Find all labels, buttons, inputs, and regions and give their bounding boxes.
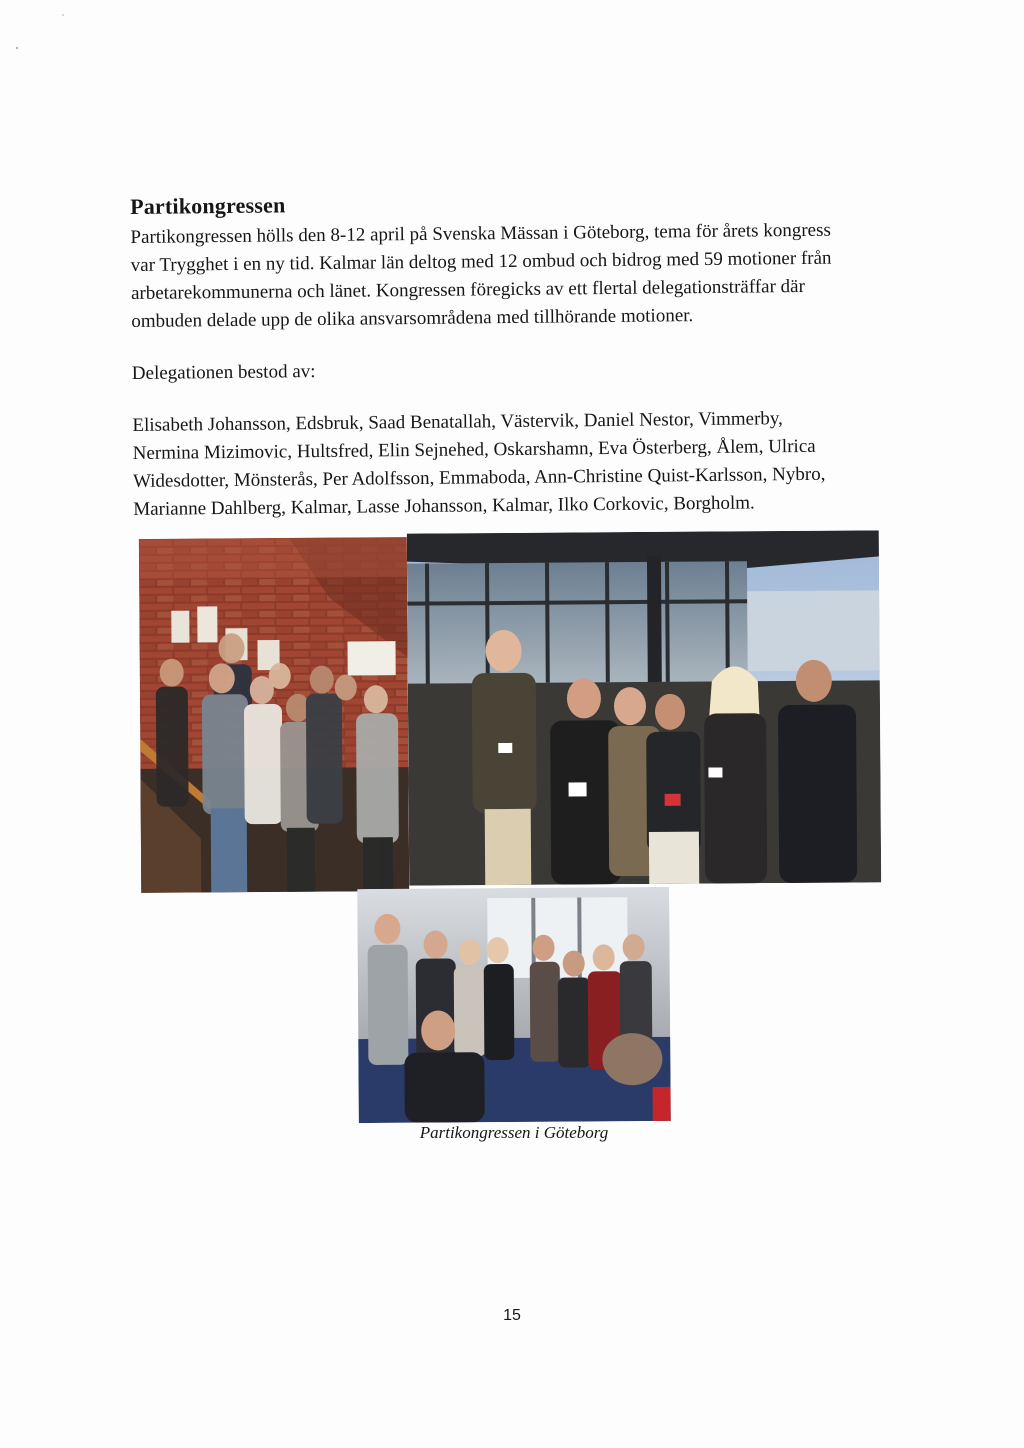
group-photo-outdoors xyxy=(407,530,881,885)
scan-speck xyxy=(16,47,18,49)
group-photo-brick-wall xyxy=(139,537,409,893)
delegation-line: Nermina Mizimovic, Hultsfred, Elin Sejnehed, Oskarshamn, Eva Österberg, Ålem, Ulrica xyxy=(132,435,816,464)
intro-line: arbetarekommunerna och länet. Kongressen föregicks av ett flertal delegationsträffar där xyxy=(130,275,805,304)
delegation-line: Elisabeth Johansson, Edsbruk, Saad Benatallah, Västervik, Daniel Nestor, Vimmerby, xyxy=(132,408,783,436)
intro-paragraph xyxy=(130,216,871,336)
photo-caption: Partikongressen i Göteborg xyxy=(419,1123,609,1142)
section-heading: Partikongressen xyxy=(130,192,286,219)
page-number: 15 xyxy=(503,1307,521,1324)
scan-speck xyxy=(62,14,64,16)
delegation-line: Marianne Dahlberg, Kalmar, Lasse Johansson, Kalmar, Ilko Corkovic, Borgholm. xyxy=(133,492,755,520)
delegation-list xyxy=(132,404,873,524)
group-photo-indoors xyxy=(357,887,671,1123)
intro-line: Partikongressen hölls den 8-12 april på Svenska Mässan i Göteborg, tema för årets kongress xyxy=(130,219,831,248)
article-text xyxy=(130,186,873,524)
delegation-line: Widesdotter, Mönsterås, Per Adolfsson, Emmaboda, Ann-Christine Quist-Karlsson, Nybro, xyxy=(132,463,826,492)
intro-line: var Trygghet i en ny tid. Kalmar län deltog med 12 ombud och bidrog med 59 motioner från xyxy=(130,247,832,276)
delegation-intro: Delegationen bestod av: xyxy=(131,361,316,384)
intro-line: ombuden delade upp de olika ansvarsområdena med tillhörande motioner. xyxy=(131,305,694,332)
